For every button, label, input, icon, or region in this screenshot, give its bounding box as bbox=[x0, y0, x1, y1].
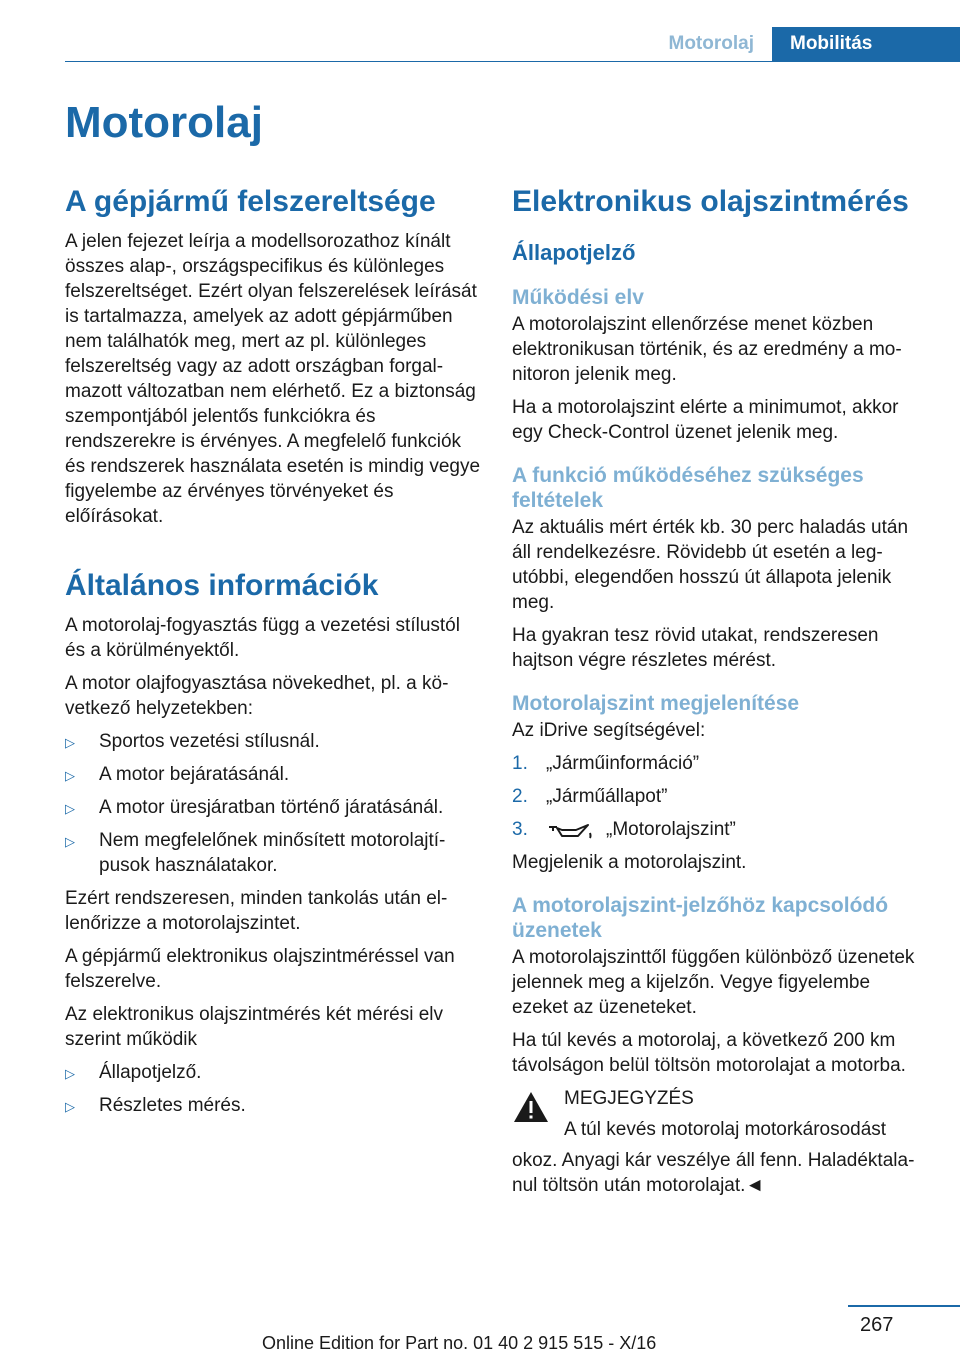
triangle-bullet-icon: ▷ bbox=[65, 768, 75, 783]
heading-display-oil-level: Motorolajszint megjelenítése bbox=[512, 692, 800, 715]
warning-line: A túl kevés motorolaj motorkárosodást bbox=[564, 1119, 887, 1140]
step-number: 3. bbox=[512, 819, 528, 840]
warning-title: MEGJEGYZÉS bbox=[564, 1088, 694, 1109]
paragraph-principle-1: A motorolajszint ellenőrzése menet közben elektronikusan történik, és az eredmény a monitoron jelenik meg. bbox=[512, 314, 902, 385]
warning-triangle-icon bbox=[512, 1090, 550, 1124]
steps-list bbox=[512, 751, 930, 842]
paragraph-messages-1: A motorolajszinttől függően különböző üzenetek jelennek meg a kijelzőn. Vegye figyelembe ezeket az üzeneteket. bbox=[512, 947, 915, 1018]
heading-general-info: Általános információk bbox=[65, 569, 379, 602]
paragraph-general-2: A motor olajfogyasztása növekedhet, pl. a következő helyzetekben: bbox=[65, 673, 449, 719]
menu-path: „Járműinformáció” bbox=[546, 753, 700, 774]
situations-list bbox=[65, 729, 483, 878]
footer-divider bbox=[848, 1305, 960, 1307]
triangle-bullet-icon: ▷ bbox=[65, 801, 75, 816]
heading-electronic-oil-level: Elektronikus olajszintmérés bbox=[512, 185, 909, 218]
list-item: ▷ Állapotjelző. bbox=[65, 1060, 483, 1085]
menu-path: „Motorolajszint” bbox=[606, 819, 736, 840]
paragraph-general-4: A gépjármű elektronikus olajszintméréssel van felszerelve. bbox=[65, 946, 455, 992]
paragraph-requirements-1: Az aktuális mért érték kb. 30 perc haladás után áll rendelkezésre. Rövidebb út esetén a legutóbbi, elegendően hosszú út állapota jelenik meg. bbox=[512, 517, 909, 613]
header-divider bbox=[65, 61, 960, 62]
triangle-bullet-icon: ▷ bbox=[65, 1066, 75, 1081]
heading-principle: Működési elv bbox=[512, 286, 644, 309]
list-item: ▷ A motor üresjáratban történő járatásánál. bbox=[65, 795, 483, 820]
triangle-bullet-icon: ▷ bbox=[65, 735, 75, 750]
step-number: 2. bbox=[512, 786, 528, 807]
tab-chapter[interactable]: Motorolaj bbox=[668, 33, 754, 54]
menu-path: „Járműállapot” bbox=[546, 786, 668, 807]
paragraph-equipment: A jelen fejezet leírja a modellsorozathoz kínált összes alap-, országspecifikus és különleges felszereltséget. Ezért olyan felszerelések leírását is tartalmazza, amelyek az adott gépjárműben nem találhatók meg, mert az pl. különleges felszereltség vagy az adott országban forgalmazott változatban nem elérhető. Ez a biztonság szempontjából jelentős funkciókra és rendszerekre is érvényes. A megfelelő funkciók és rendszerek használata esetén is mindig vegye figyelembe az érvényes törvényeket és előírásokat. bbox=[65, 231, 481, 527]
paragraph-messages-2: Ha túl kevés a motorolaj, a következő 200 km távolságon belül töltsön motorolajat a motorba. bbox=[512, 1030, 906, 1076]
heading-messages: A motorolajszint-jelzőhöz kapcsolódó üzenetek bbox=[512, 894, 889, 942]
paragraph-general-3: Ezért rendszeresen, minden tankolás után ellenőrizze a motorolajszintet. bbox=[65, 888, 448, 934]
footer-edition: Online Edition for Part no. 01 40 2 915 515 - X/16 bbox=[262, 1333, 657, 1353]
right-column bbox=[512, 183, 930, 1204]
paragraph-display-result: Megjelenik a motorolajszint. bbox=[512, 852, 747, 873]
principles-list bbox=[65, 1060, 483, 1118]
heading-requirements: A funkció működéséhez szükséges feltételek bbox=[512, 464, 864, 512]
tab-section[interactable]: Mobilitás bbox=[772, 27, 960, 61]
header-tabs bbox=[651, 27, 960, 61]
list-item: ▷ Sportos vezetési stílusnál. bbox=[65, 729, 483, 754]
page-title: Motorolaj bbox=[65, 98, 263, 147]
left-column bbox=[65, 183, 483, 1126]
warning-text: okoz. Anyagi kár veszélye áll fenn. Haladéktalanul töltsön után motorolajat.◄ bbox=[512, 1150, 915, 1196]
list-item bbox=[512, 784, 930, 809]
step-number: 1. bbox=[512, 753, 528, 774]
warning-note bbox=[512, 1086, 930, 1198]
list-item: ▷ Nem megfelelőnek minősített motorolajtípusok használatakor. bbox=[65, 830, 446, 876]
paragraph-requirements-2: Ha gyakran tesz rövid utakat, rendszeresen hajtson végre részletes mérést. bbox=[512, 625, 879, 671]
list-item: ▷ Részletes mérés. bbox=[65, 1093, 483, 1118]
heading-status-indicator: Állapotjelző bbox=[512, 240, 636, 265]
list-item bbox=[512, 817, 930, 842]
oil-can-icon bbox=[546, 820, 594, 840]
triangle-bullet-icon: ▷ bbox=[65, 834, 75, 849]
paragraph-display: Az iDrive segítségével: bbox=[512, 720, 706, 741]
list-item bbox=[512, 751, 930, 776]
paragraph-general-1: A motorolaj-fogyasztás függ a vezetési stílustól és a körülményektől. bbox=[65, 615, 460, 661]
triangle-bullet-icon: ▷ bbox=[65, 1099, 75, 1114]
page-number: 267 bbox=[860, 1314, 894, 1336]
paragraph-principle-2: Ha a motorolajszint elérte a minimumot, akkor egy Check-Control üzenet jelenik meg. bbox=[512, 397, 899, 443]
paragraph-general-5: Az elektronikus olajszintmérés két mérési elv szerint működik bbox=[65, 1004, 444, 1050]
heading-equipment: A gépjármű felszereltsége bbox=[65, 185, 436, 218]
list-item: ▷ A motor bejáratásánál. bbox=[65, 762, 483, 787]
